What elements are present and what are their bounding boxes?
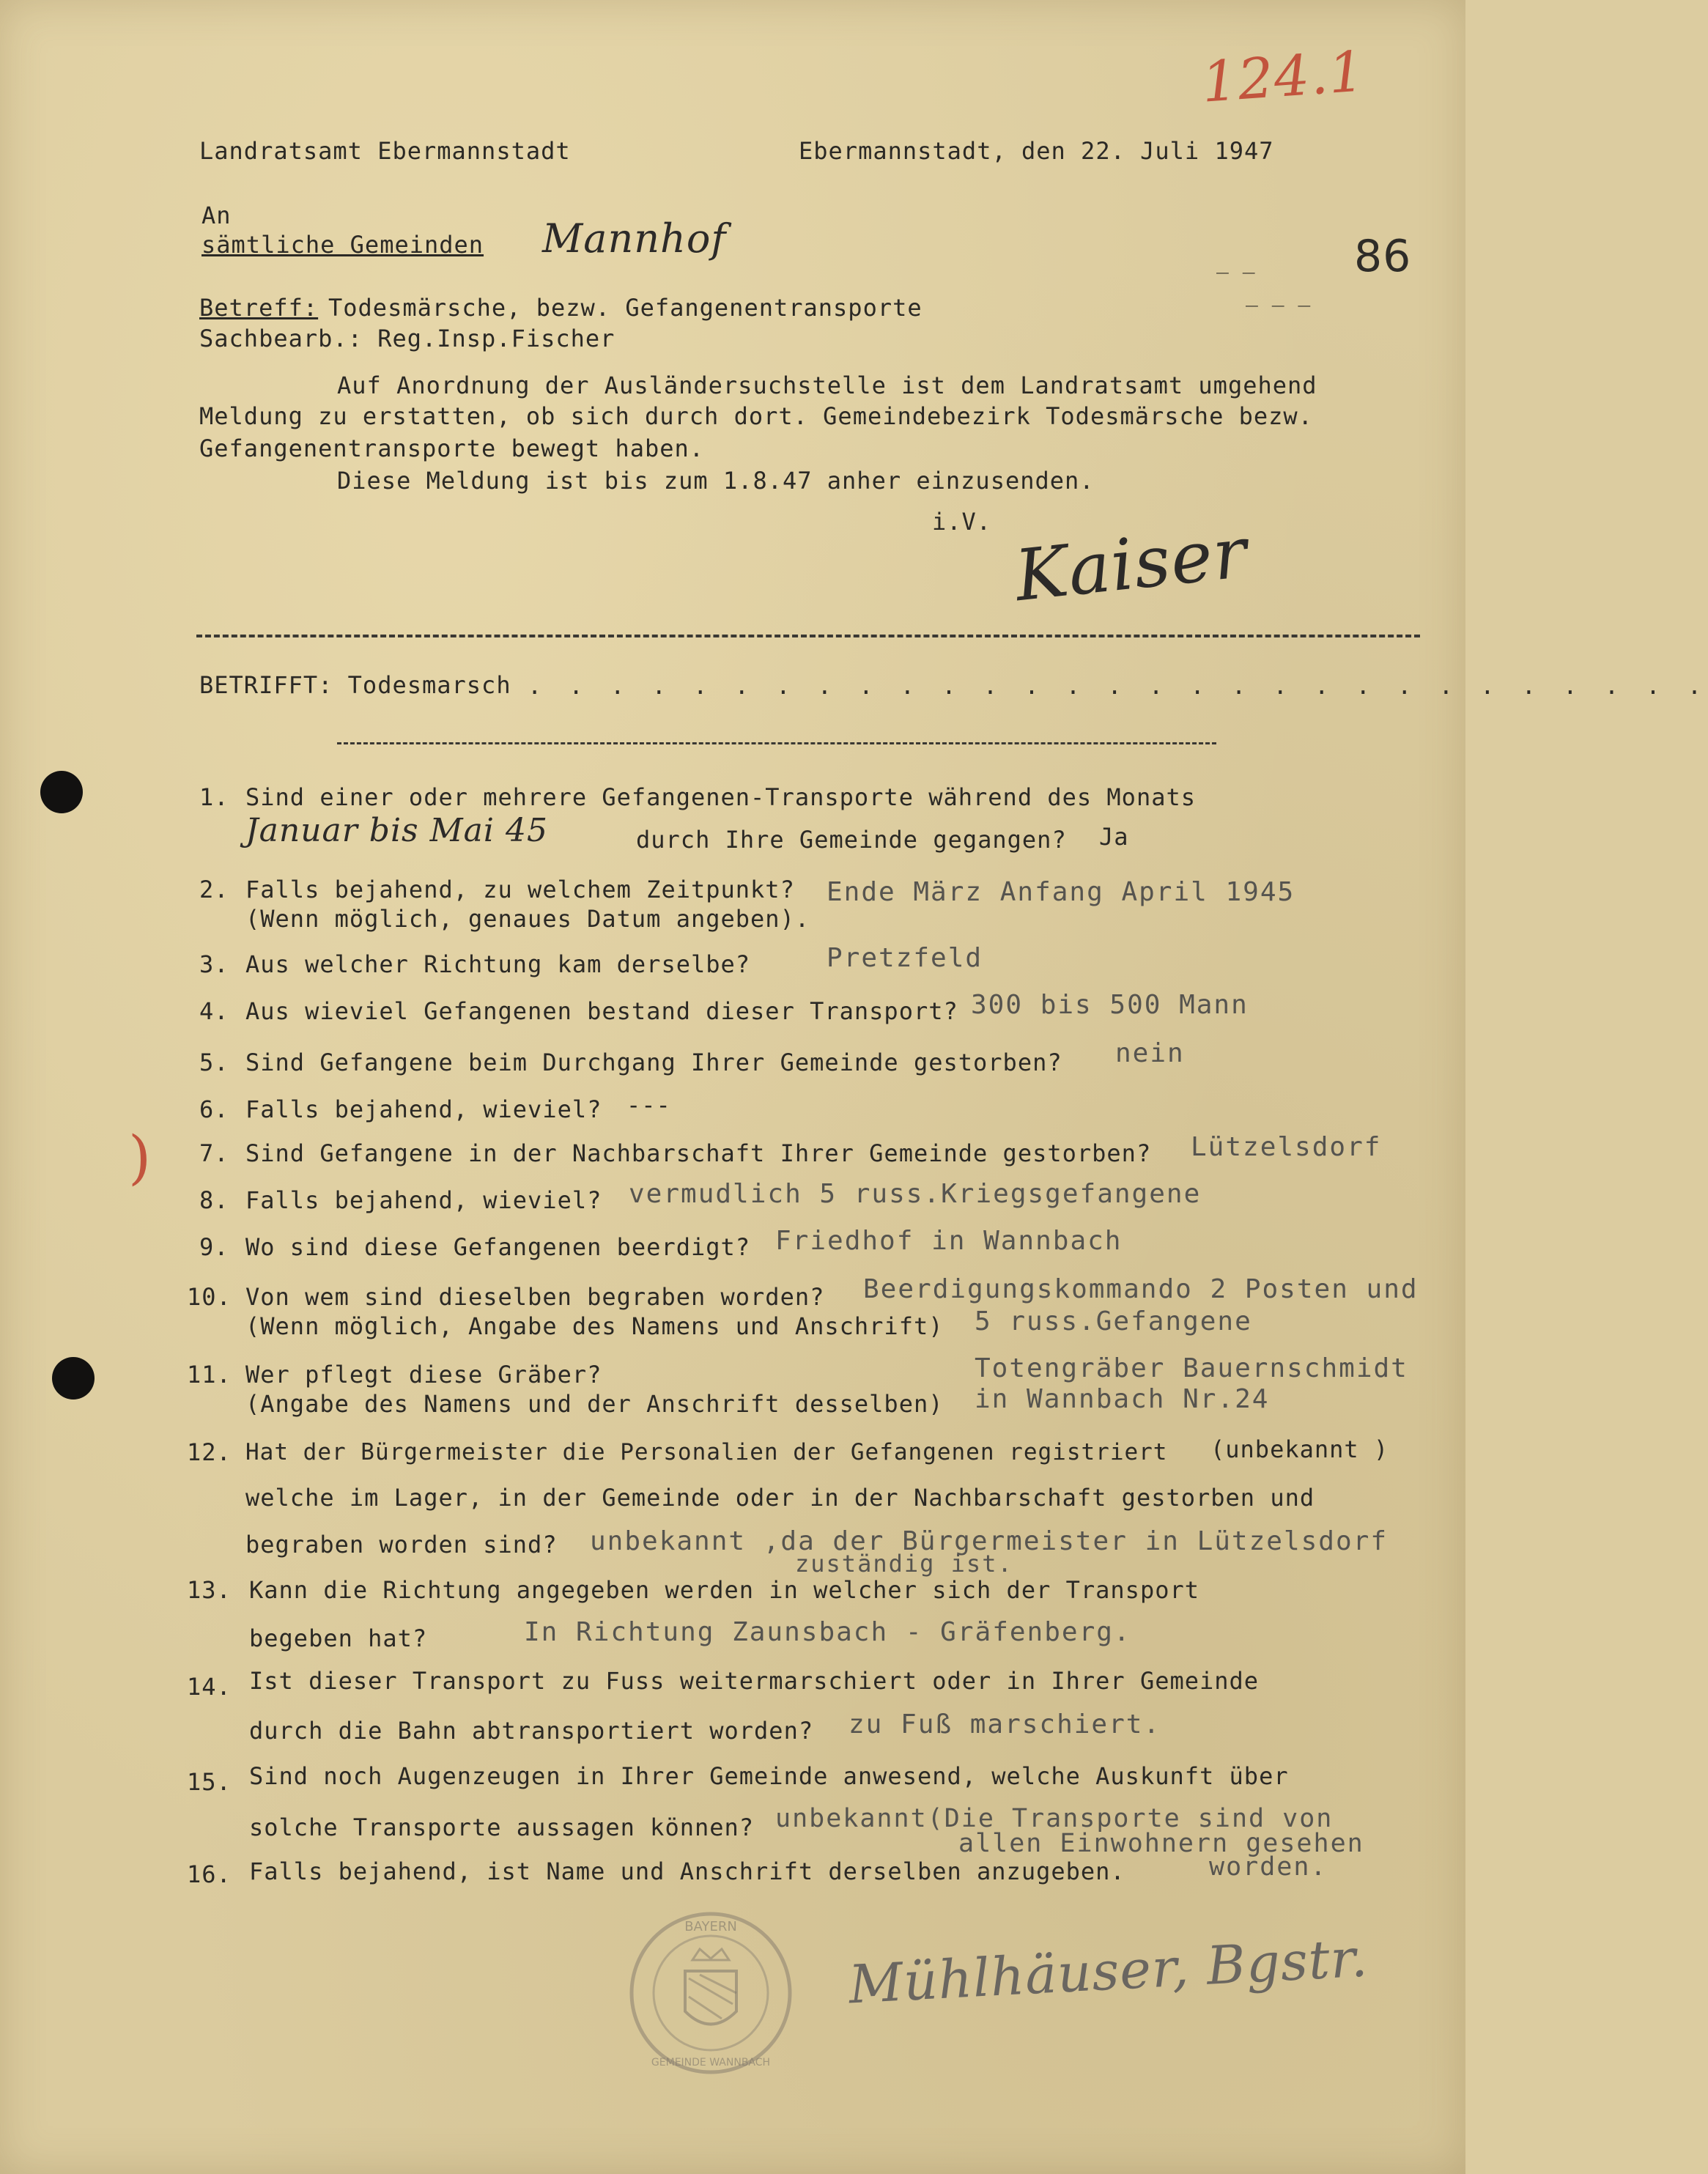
q11-answer-2: in Wannbach Nr.24	[975, 1384, 1270, 1414]
page-number: 86	[1354, 231, 1412, 282]
q12-inline-answer: (unbekannt )	[1210, 1435, 1389, 1463]
q16-number: 16.	[187, 1860, 232, 1888]
place-date: Ebermannstadt, den 22. Juli 1947	[799, 137, 1274, 165]
body-line-2: Meldung zu erstatten, ob sich durch dort. Gemeindebezirk Todesmärsche bezw.	[199, 402, 1313, 430]
svg-text:BAYERN: BAYERN	[684, 1919, 737, 1934]
q8-text: Falls bejahend, wieviel?	[245, 1186, 602, 1214]
q10-answer: Beerdigungskommando 2 Posten und	[863, 1274, 1419, 1304]
q13-text-2: begeben hat?	[249, 1624, 428, 1652]
q11-number: 11.	[187, 1361, 232, 1389]
form-title: BETRIFFT: Todesmarsch	[199, 671, 511, 699]
q1-text-2: durch Ihre Gemeinde gegangen?	[636, 826, 1067, 854]
q10-number: 10.	[187, 1283, 232, 1311]
address-to-label: An	[202, 201, 232, 229]
q4-number: 4.	[199, 997, 229, 1025]
iv-label: i.V.	[932, 508, 992, 536]
q10-text-2: (Wenn möglich, Angabe des Namens und Anschrift)	[245, 1312, 944, 1340]
q12-number: 12.	[187, 1438, 232, 1466]
q12-answer: unbekannt ,da der Bürgermeister in Lützelsdorf	[590, 1526, 1388, 1556]
q9-text: Wo sind diese Gefangenen beerdigt?	[245, 1233, 751, 1261]
red-margin-mark: )	[128, 1123, 152, 1191]
q2-number: 2.	[199, 876, 229, 903]
q5-text: Sind Gefangene beim Durchgang Ihrer Gemeinde gestorben?	[245, 1049, 1062, 1076]
q15-answer: unbekannt(Die Transporte sind von	[775, 1804, 1334, 1833]
svg-text:GEMEINDE WANNBACH: GEMEINDE WANNBACH	[651, 2057, 771, 2068]
q2-text-2: (Wenn möglich, genaues Datum angeben).	[245, 905, 810, 933]
mayor-signature: Mühlhäuser, Bgstr.	[847, 1926, 1369, 2016]
q1-answer: Ja	[1099, 823, 1129, 851]
q10-text: Von wem sind dieselben begraben worden?	[245, 1283, 825, 1311]
q8-number: 8.	[199, 1186, 229, 1214]
q9-number: 9.	[199, 1233, 229, 1261]
q5-answer: nein	[1115, 1038, 1185, 1068]
margin-dashes-2: _ _ _	[1246, 283, 1312, 307]
address-recipients: sämtliche Gemeinden	[202, 231, 484, 259]
q15-number: 15.	[187, 1768, 232, 1796]
q14-answer: zu Fuß marschiert.	[849, 1709, 1161, 1739]
q7-text: Sind Gefangene in der Nachbarschaft Ihrer Gemeinde gestorben?	[245, 1139, 1152, 1167]
q10-answer-2: 5 russ.Gefangene	[975, 1306, 1252, 1336]
q4-text: Aus wieviel Gefangenen bestand dieser Transport?	[245, 997, 958, 1025]
q15-answer-2: allen Einwohnern gesehen	[958, 1829, 1364, 1858]
official-signature: Kaiser	[1011, 511, 1252, 618]
q13-text: Kann die Richtung angegeben werden in welcher sich der Transport	[249, 1576, 1199, 1604]
office-header: Landratsamt Ebermannstadt	[199, 137, 571, 165]
punch-hole-bottom	[52, 1357, 95, 1400]
clerk: Sachbearb.: Reg.Insp.Fischer	[199, 325, 615, 352]
q14-number: 14.	[187, 1673, 232, 1701]
q14-text-2: durch die Bahn abtransportiert worden?	[249, 1717, 814, 1745]
municipal-stamp	[626, 1909, 795, 2077]
q9-answer: Friedhof in Wannbach	[775, 1226, 1123, 1256]
q15-text-2: solche Transporte aussagen können?	[249, 1813, 755, 1841]
q8-answer: vermudlich 5 russ.Kriegsgefangene	[629, 1179, 1202, 1209]
q12-text-2: welche im Lager, in der Gemeinde oder in der Nachbarschaft gestorben und	[245, 1484, 1315, 1512]
q13-number: 13.	[187, 1576, 232, 1604]
q6-answer: ---	[626, 1091, 671, 1119]
q6-text: Falls bejahend, wieviel?	[245, 1095, 602, 1123]
archive-number: 124.1	[1199, 38, 1367, 115]
q1-number: 1.	[199, 783, 229, 811]
q14-text: Ist dieser Transport zu Fuss weitermarschiert oder in Ihrer Gemeinde	[249, 1667, 1260, 1695]
q16-text: Falls bejahend, ist Name und Anschrift derselben anzugeben.	[249, 1857, 1125, 1885]
body-line-3: Gefangenentransporte bewegt haben.	[199, 435, 705, 462]
body-line-1: Auf Anordnung der Ausländersuchstelle ist dem Landratsamt umgehend	[337, 371, 1317, 399]
handwritten-municipality: Mannhof	[542, 215, 727, 262]
q7-number: 7.	[199, 1139, 229, 1167]
q7-answer: Lützelsdorf	[1191, 1132, 1382, 1162]
subject-label: Betreff:	[199, 294, 319, 322]
form-title-dots: . . . . . . . . . . . . . . . . . . . . . . . . . . . . .	[528, 672, 1708, 700]
q12-text-3: begraben worden sind?	[245, 1531, 558, 1559]
margin-dashes: _ _	[1216, 250, 1256, 274]
subject-text: Todesmärsche, bezw. Gefangenentransporte	[328, 294, 923, 322]
q3-number: 3.	[199, 950, 229, 978]
body-line-4: Diese Meldung ist bis zum 1.8.47 anher einzusenden.	[337, 467, 1095, 495]
separator-rule	[196, 635, 1420, 637]
q6-number: 6.	[199, 1095, 229, 1123]
q11-text: Wer pflegt diese Gräber?	[245, 1361, 602, 1389]
q12-text: Hat der Bürgermeister die Personalien der Gefangenen registriert	[245, 1439, 1168, 1465]
q1-handwritten-months: Januar bis Mai 45	[245, 812, 548, 849]
q16-answer: worden.	[1209, 1852, 1328, 1882]
q11-answer: Totengräber Bauernschmidt	[975, 1353, 1408, 1383]
q13-answer: In Richtung Zaunsbach - Gräfenberg.	[524, 1617, 1131, 1647]
q12-answer-2: zuständig ist.	[795, 1550, 1013, 1578]
q11-text-2: (Angabe des Namens und der Anschrift desselben)	[245, 1390, 944, 1418]
q4-answer: 300 bis 500 Mann	[971, 990, 1249, 1020]
q2-answer: Ende März Anfang April 1945	[827, 877, 1295, 907]
q2-text: Falls bejahend, zu welchem Zeitpunkt?	[245, 876, 795, 903]
q3-text: Aus welcher Richtung kam derselbe?	[245, 950, 751, 978]
q3-answer: Pretzfeld	[827, 943, 983, 973]
q1-text: Sind einer oder mehrere Gefangenen-Transporte während des Monats	[245, 783, 1196, 811]
q15-text: Sind noch Augenzeugen in Ihrer Gemeinde anwesend, welche Auskunft über	[249, 1762, 1289, 1790]
punch-hole-top	[40, 771, 83, 813]
q5-number: 5.	[199, 1049, 229, 1076]
form-title-rule	[337, 742, 1216, 744]
